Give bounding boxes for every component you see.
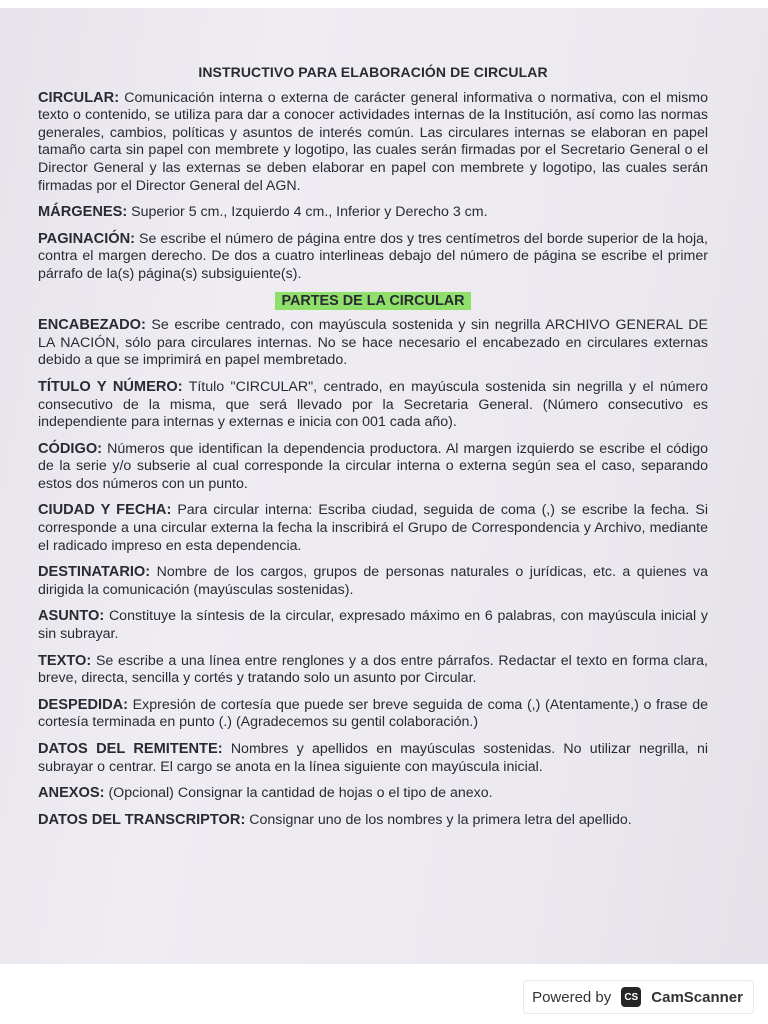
scanned-page <box>0 8 768 964</box>
paragraph-text: Superior 5 cm., Izquierdo 4 cm., Inferior y Derecho 3 cm. <box>131 204 488 221</box>
paragraph-text: Nombres y apellidos en mayúsculas sostenidas. No utilizar negrilla, ni subrayar o centrar. El cargo se anota en la línea siguiente con mayúscula inicial. <box>38 741 708 775</box>
paragraph-datos-transcriptor <box>38 812 708 830</box>
paragraph-label: TEXTO: <box>38 652 92 669</box>
paragraph-text: Se escribe el número de página entre dos y tres centímetros del borde superior de la hoja, contra el margen derecho. De dos a cuatro interlineas debajo del número de página se escribe el primer párrafo de la(s) página(s) subsiguiente(s). <box>38 230 708 282</box>
paragraph-paginacion <box>38 231 708 284</box>
paragraph-label: DESPEDIDA: <box>38 696 129 713</box>
paragraph-text: Números que identifican la dependencia productora. Al margen izquierdo se escribe el código de la serie y/o subserie al cual corresponde la circular interna o externa según sea el caso, separando estos dos números con un punto. <box>38 440 708 492</box>
paragraph-destinatario <box>38 564 708 599</box>
paragraph-label: DATOS DEL REMITENTE: <box>38 741 223 757</box>
paragraph-label: CIRCULAR: <box>38 89 120 106</box>
paragraph-anexos <box>38 785 708 803</box>
paragraph-label: MÁRGENES: <box>38 204 128 221</box>
paragraph-margenes <box>38 204 708 222</box>
paragraph-text: Consignar uno de los nombres y la primera letra del apellido. <box>249 811 632 828</box>
section-title-highlighted: PARTES DE LA CIRCULAR <box>275 292 470 310</box>
camscanner-brand: CamScanner <box>651 988 743 1006</box>
paragraph-label: DESTINATARIO: <box>38 564 151 581</box>
paragraph-text: Nombre de los cargos, grupos de personas naturales o jurídicas, etc. a quienes va dirigida la comunicación (mayúsculas sostenidas). <box>38 564 708 598</box>
paragraph-text: Se escribe centrado, con mayúscula sostenida y sin negrilla ARCHIVO GENERAL DE LA NACIÓN, sólo para circulares internas. No se hace necesario el encabezado en circulares externas debido a que se imprimirá en papel membretado. <box>38 317 708 369</box>
paragraph-label: DATOS DEL TRANSCRIPTOR: <box>38 811 246 828</box>
paragraph-circular <box>38 90 708 196</box>
paragraph-codigo <box>38 441 708 494</box>
paragraph-text: Comunicación interna o externa de carácter general informativa o normativa, con el mismo texto o contenido, se utiliza para dar a conocer actividades internas de la Institución, así como las normas generales, cambios, políticas y asuntos de interés común. Las circulares internas se elaboran en papel tamaño carta sin papel con membrete y logotipo, las cuales serán firmadas por el Secretario General o el Director General y las externas se deben elaborar en papel con membrete y logotipo, las cuales serán firmadas por el Director General del AGN. <box>38 89 708 194</box>
paragraph-texto <box>38 653 708 688</box>
paragraph-text: (Opcional) Consignar la cantidad de hojas o el tipo de anexo. <box>108 785 493 802</box>
document-body <box>38 64 708 838</box>
paragraph-label: CÓDIGO: <box>38 440 103 457</box>
paragraph-text: Se escribe a una línea entre renglones y a dos entre párrafos. Redactar el texto en forma clara, breve, directa, sencilla y cortés y tratando solo un asunto por Circular. <box>38 652 708 687</box>
paragraph-text: Para circular interna: Escriba ciudad, seguida de coma (,) se escribe la fecha. Si corresponde a una circular externa la fecha la inscribirá el Grupo de Correspondencia y Archivo, mediante el radicado impreso en esta dependencia. <box>38 502 708 554</box>
document-title: INSTRUCTIVO PARA ELABORACIÓN DE CIRCULAR <box>198 64 548 80</box>
paragraph-label: CIUDAD Y FECHA: <box>38 502 172 519</box>
paragraph-despedida <box>38 697 708 732</box>
paragraph-text: Constituye la síntesis de la circular, expresado máximo en 6 palabras, con mayúscula inicial y sin subrayar. <box>38 608 708 643</box>
paragraph-label: TÍTULO Y NÚMERO: <box>38 378 183 395</box>
powered-by-text: Powered by <box>532 988 612 1006</box>
camscanner-watermark <box>523 980 754 1014</box>
paragraph-label: ANEXOS: <box>38 785 105 802</box>
section-heading <box>38 293 708 311</box>
paragraph-asunto <box>38 608 708 643</box>
paragraph-text: Título "CIRCULAR", centrado, en mayúscula sostenida sin negrilla y el número consecutivo de la misma, que será llevado por la Secretaria General. (Número consecutivo es independiente para internas y externas e inicia con 001 cada año). <box>38 378 708 431</box>
paragraph-encabezado <box>38 317 708 370</box>
paragraph-label: ASUNTO: <box>38 608 105 625</box>
paragraph-datos-remitente <box>38 741 708 776</box>
paragraph-text: Expresión de cortesía que puede ser breve seguida de coma (,) (Atentamente,) o frase de cortesía terminada en punto (.) (Agradecemos su gentil colaboración.) <box>38 696 708 731</box>
paragraph-label: PAGINACIÓN: <box>38 230 136 247</box>
paragraph-label: ENCABEZADO: <box>38 317 146 334</box>
camscanner-logo-icon: CS <box>621 987 641 1007</box>
paragraph-ciudad-fecha <box>38 502 708 555</box>
paragraph-titulo-numero <box>38 379 708 432</box>
